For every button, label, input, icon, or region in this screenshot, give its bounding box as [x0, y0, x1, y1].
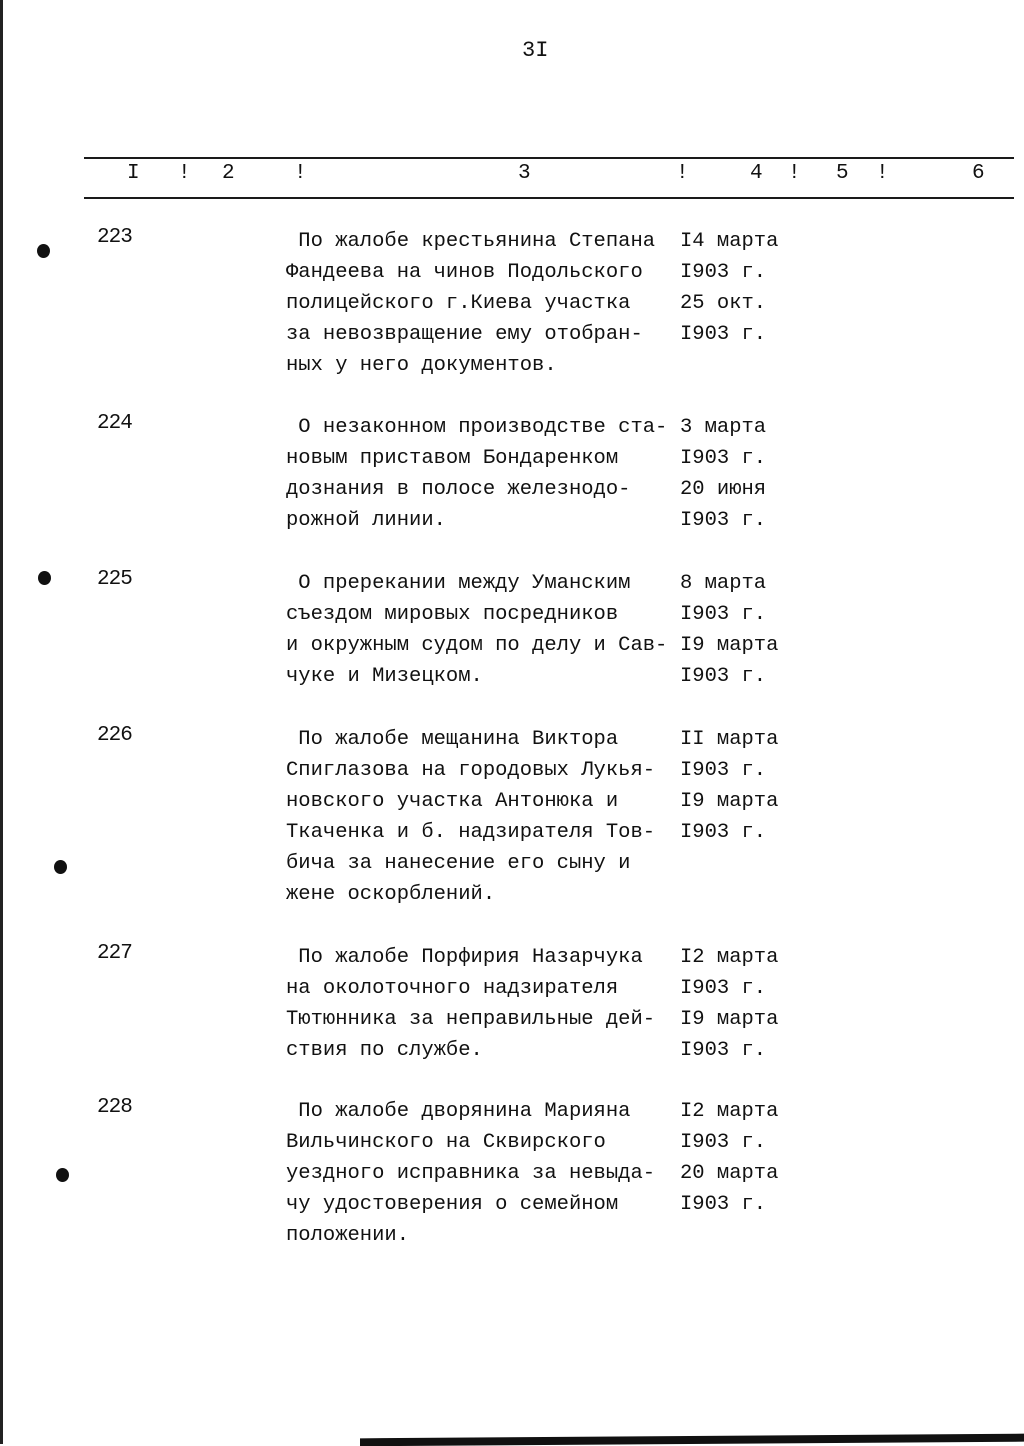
date-line: II марта [680, 728, 779, 751]
date-line: I2 марта [680, 946, 779, 969]
page-number: 3I [522, 38, 549, 63]
date-line: I903 г. [680, 665, 767, 688]
description-line: О пререкании между Уманским [286, 572, 631, 595]
date-line: I903 г. [680, 261, 767, 284]
header-bottom-rule [84, 197, 1014, 199]
scan-left-edge [0, 0, 3, 1444]
description-line: По жалобе мещанина Виктора [286, 728, 619, 751]
description-line: Фандеева на чинов Подольского [286, 261, 643, 284]
description-line: положении. [286, 1224, 410, 1247]
entry-description [286, 724, 681, 910]
entry-dates [680, 1096, 778, 1220]
entry-number: 223 [97, 226, 132, 249]
entry-number: 224 [97, 412, 132, 435]
column-separator: ! [876, 162, 889, 185]
description-line: и окружным судом по делу и Сав- [286, 634, 668, 657]
column-header-5: 5 [836, 162, 849, 185]
date-line: I903 г. [680, 1131, 767, 1154]
description-line: По жалобе крестьянина Степана [286, 230, 656, 253]
column-header-2: 2 [222, 162, 235, 185]
date-line: I903 г. [680, 447, 767, 470]
entry-dates [680, 724, 778, 848]
date-line: I903 г. [680, 323, 767, 346]
date-line: I4 марта [680, 230, 779, 253]
column-header-3: 3 [518, 162, 531, 185]
date-line: 8 марта [680, 572, 767, 595]
description-line: новым приставом Бондаренком [286, 447, 619, 470]
date-line: I9 марта [680, 790, 779, 813]
description-line: съездом мировых посредников [286, 603, 619, 626]
entry-dates [680, 942, 778, 1066]
entry-description [286, 226, 681, 381]
header-top-rule [84, 157, 1014, 159]
column-separator: ! [788, 162, 801, 185]
column-header-6: 6 [972, 162, 985, 185]
entry-number: 228 [97, 1096, 132, 1119]
description-line: полицейского г.Киева участка [286, 292, 631, 315]
description-line: Тютюнника за неправильные дей- [286, 1008, 656, 1031]
column-separator: ! [294, 162, 307, 185]
entry-number: 226 [97, 724, 132, 747]
date-line: I903 г. [680, 603, 767, 626]
description-line: По жалобе дворянина Марияна [286, 1100, 631, 1123]
date-line: I2 марта [680, 1100, 779, 1123]
entry-description [286, 412, 681, 536]
punch-hole-mark [56, 1168, 69, 1182]
date-line: 3 марта [680, 416, 767, 439]
description-line: бича за нанесение его сыну и [286, 852, 631, 875]
entry-description [286, 1096, 681, 1251]
description-line: ствия по службе. [286, 1039, 483, 1062]
date-line: I903 г. [680, 821, 767, 844]
entry-description [286, 568, 681, 692]
column-separator: ! [676, 162, 689, 185]
entry-number: 225 [97, 568, 132, 591]
entry-dates [680, 412, 766, 536]
description-line: рожной линии. [286, 509, 446, 532]
description-line: Ткаченка и б. надзирателя Тов- [286, 821, 656, 844]
description-line: чуке и Мизецком. [286, 665, 483, 688]
description-line: за невозвращение ему отобран- [286, 323, 643, 346]
description-line: на околоточного надзирателя [286, 977, 619, 1000]
date-line: I903 г. [680, 509, 767, 532]
date-line: I9 марта [680, 634, 779, 657]
date-line: I903 г. [680, 1039, 767, 1062]
description-line: По жалобе Порфирия Назарчука [286, 946, 643, 969]
description-line: жене оскорблений. [286, 883, 496, 906]
description-line: чу удостоверения о семейном [286, 1193, 619, 1216]
entry-number: 227 [97, 942, 132, 965]
column-header-4: 4 [750, 162, 763, 185]
description-line: уездного исправника за невыда- [286, 1162, 656, 1185]
date-line: 20 марта [680, 1162, 779, 1185]
description-line: Вильчинского на Сквирского [286, 1131, 606, 1154]
description-line: О незаконном производстве ста- [286, 416, 668, 439]
punch-hole-mark [37, 244, 50, 258]
column-separator: ! [178, 162, 191, 185]
description-line: Спиглазова на городовых Лукья- [286, 759, 656, 782]
date-line: I903 г. [680, 1193, 767, 1216]
entry-dates [680, 226, 778, 350]
date-line: I9 марта [680, 1008, 779, 1031]
date-line: 20 июня [680, 478, 767, 501]
description-line: новского участка Антонюка и [286, 790, 619, 813]
description-line: ных у него документов. [286, 354, 557, 377]
table-header [0, 162, 1024, 192]
entry-dates [680, 568, 778, 692]
description-line: дознания в полосе железнодо- [286, 478, 631, 501]
date-line: I903 г. [680, 977, 767, 1000]
column-header-1: I [127, 162, 140, 185]
scan-bottom-edge [360, 1434, 1024, 1446]
punch-hole-mark [54, 860, 67, 874]
date-line: I903 г. [680, 759, 767, 782]
date-line: 25 окт. [680, 292, 767, 315]
entry-description [286, 942, 681, 1066]
punch-hole-mark [38, 571, 51, 585]
